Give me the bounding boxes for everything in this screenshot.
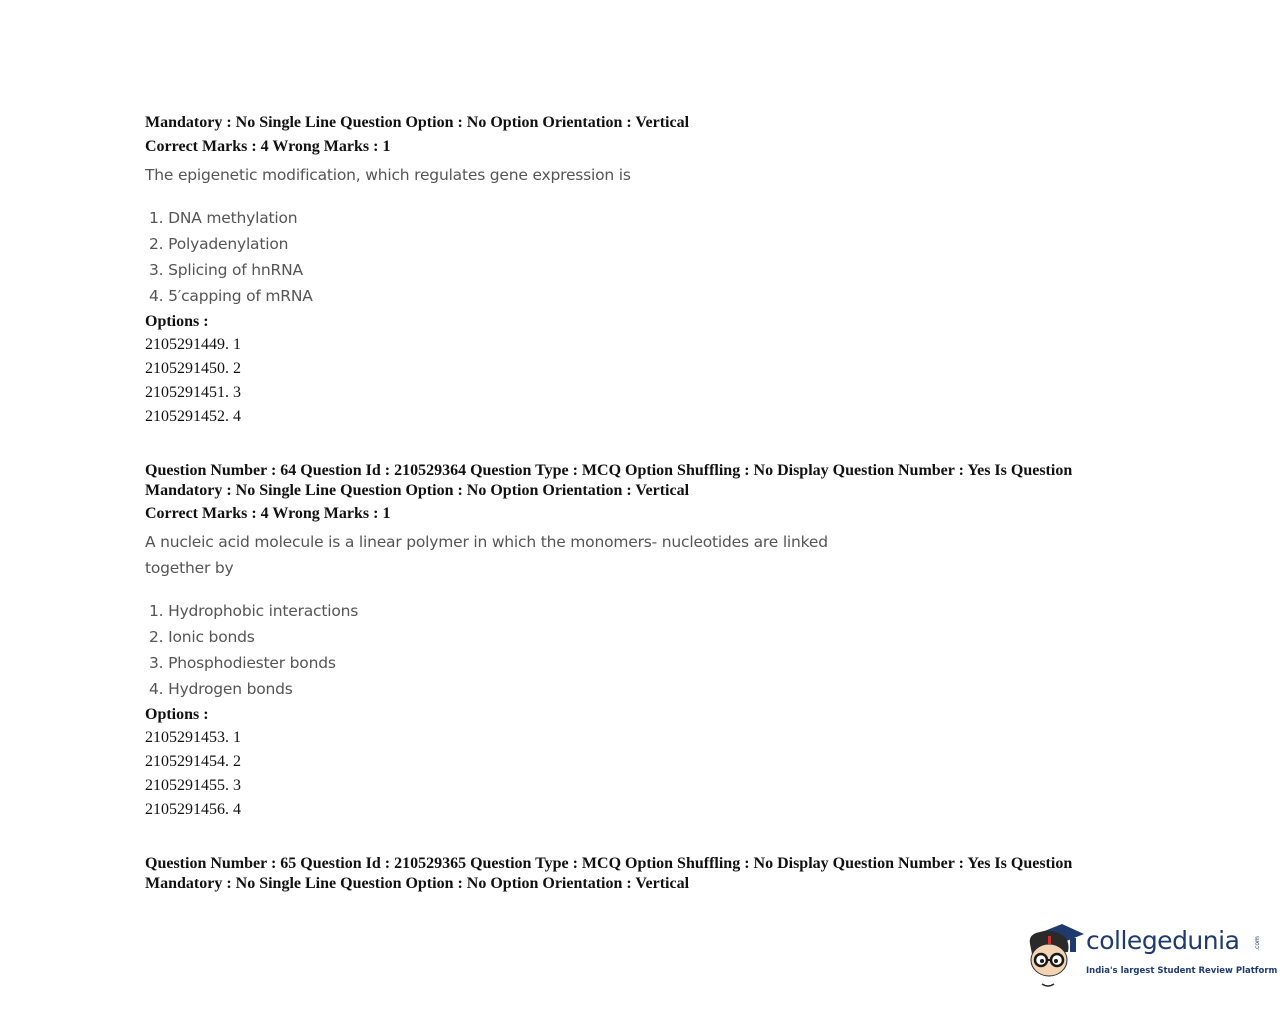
q63-choice-4: 4. 5′capping of mRNA <box>149 287 313 305</box>
q64-question-text-line2: together by <box>145 559 234 577</box>
q63-meta-line2: Mandatory : No Single Line Question Option : No Option Orientation : Vertical <box>145 114 690 131</box>
q64-choice-3: 3. Phosphodiester bonds <box>149 654 336 672</box>
q64-option-id-1: 2105291453. 1 <box>145 729 241 746</box>
q63-options-label: Options : <box>145 313 209 330</box>
q63-marks: Correct Marks : 4 Wrong Marks : 1 <box>145 138 391 155</box>
collegedunia-logo <box>1024 918 1278 990</box>
q64-option-id-3: 2105291455. 3 <box>145 777 241 794</box>
q63-option-id-2: 2105291450. 2 <box>145 360 241 377</box>
q63-option-id-1: 2105291449. 1 <box>145 336 241 353</box>
q64-options-label: Options : <box>145 706 209 723</box>
q63-option-id-4: 2105291452. 4 <box>145 408 241 425</box>
q63-option-id-3: 2105291451. 3 <box>145 384 241 401</box>
q63-question-text: The epigenetic modification, which regulates gene expression is <box>145 166 631 184</box>
q64-choice-1: 1. Hydrophobic interactions <box>149 602 359 620</box>
q65-meta-line2: Mandatory : No Single Line Question Option : No Option Orientation : Vertical <box>145 875 690 892</box>
q64-marks: Correct Marks : 4 Wrong Marks : 1 <box>145 505 391 522</box>
q63-choice-2: 2. Polyadenylation <box>149 235 289 253</box>
q64-meta-line1: Question Number : 64 Question Id : 210529364 Question Type : MCQ Option Shuffling : No Display Question Number : Yes Is Question <box>145 462 1073 479</box>
logo-tagline: India's largest Student Review Platform <box>1086 966 1278 976</box>
logo-brand-text: collegedunia <box>1086 926 1240 955</box>
student-mascot-icon <box>1024 918 1088 990</box>
q65-meta-line1: Question Number : 65 Question Id : 210529365 Question Type : MCQ Option Shuffling : No Display Question Number : Yes Is Question <box>145 855 1073 872</box>
q64-choice-4: 4. Hydrogen bonds <box>149 680 293 698</box>
q64-option-id-4: 2105291456. 4 <box>145 801 241 818</box>
q63-choice-3: 3. Splicing of hnRNA <box>149 261 303 279</box>
q64-meta-line2: Mandatory : No Single Line Question Option : No Option Orientation : Vertical <box>145 482 690 499</box>
q64-choice-2: 2. Ionic bonds <box>149 628 255 646</box>
q63-choice-1: 1. DNA methylation <box>149 209 298 227</box>
logo-com-suffix: .com <box>1253 936 1261 951</box>
q64-question-text-line1: A nucleic acid molecule is a linear polymer in which the monomers- nucleotides are linked <box>145 533 828 551</box>
q64-option-id-2: 2105291454. 2 <box>145 753 241 770</box>
